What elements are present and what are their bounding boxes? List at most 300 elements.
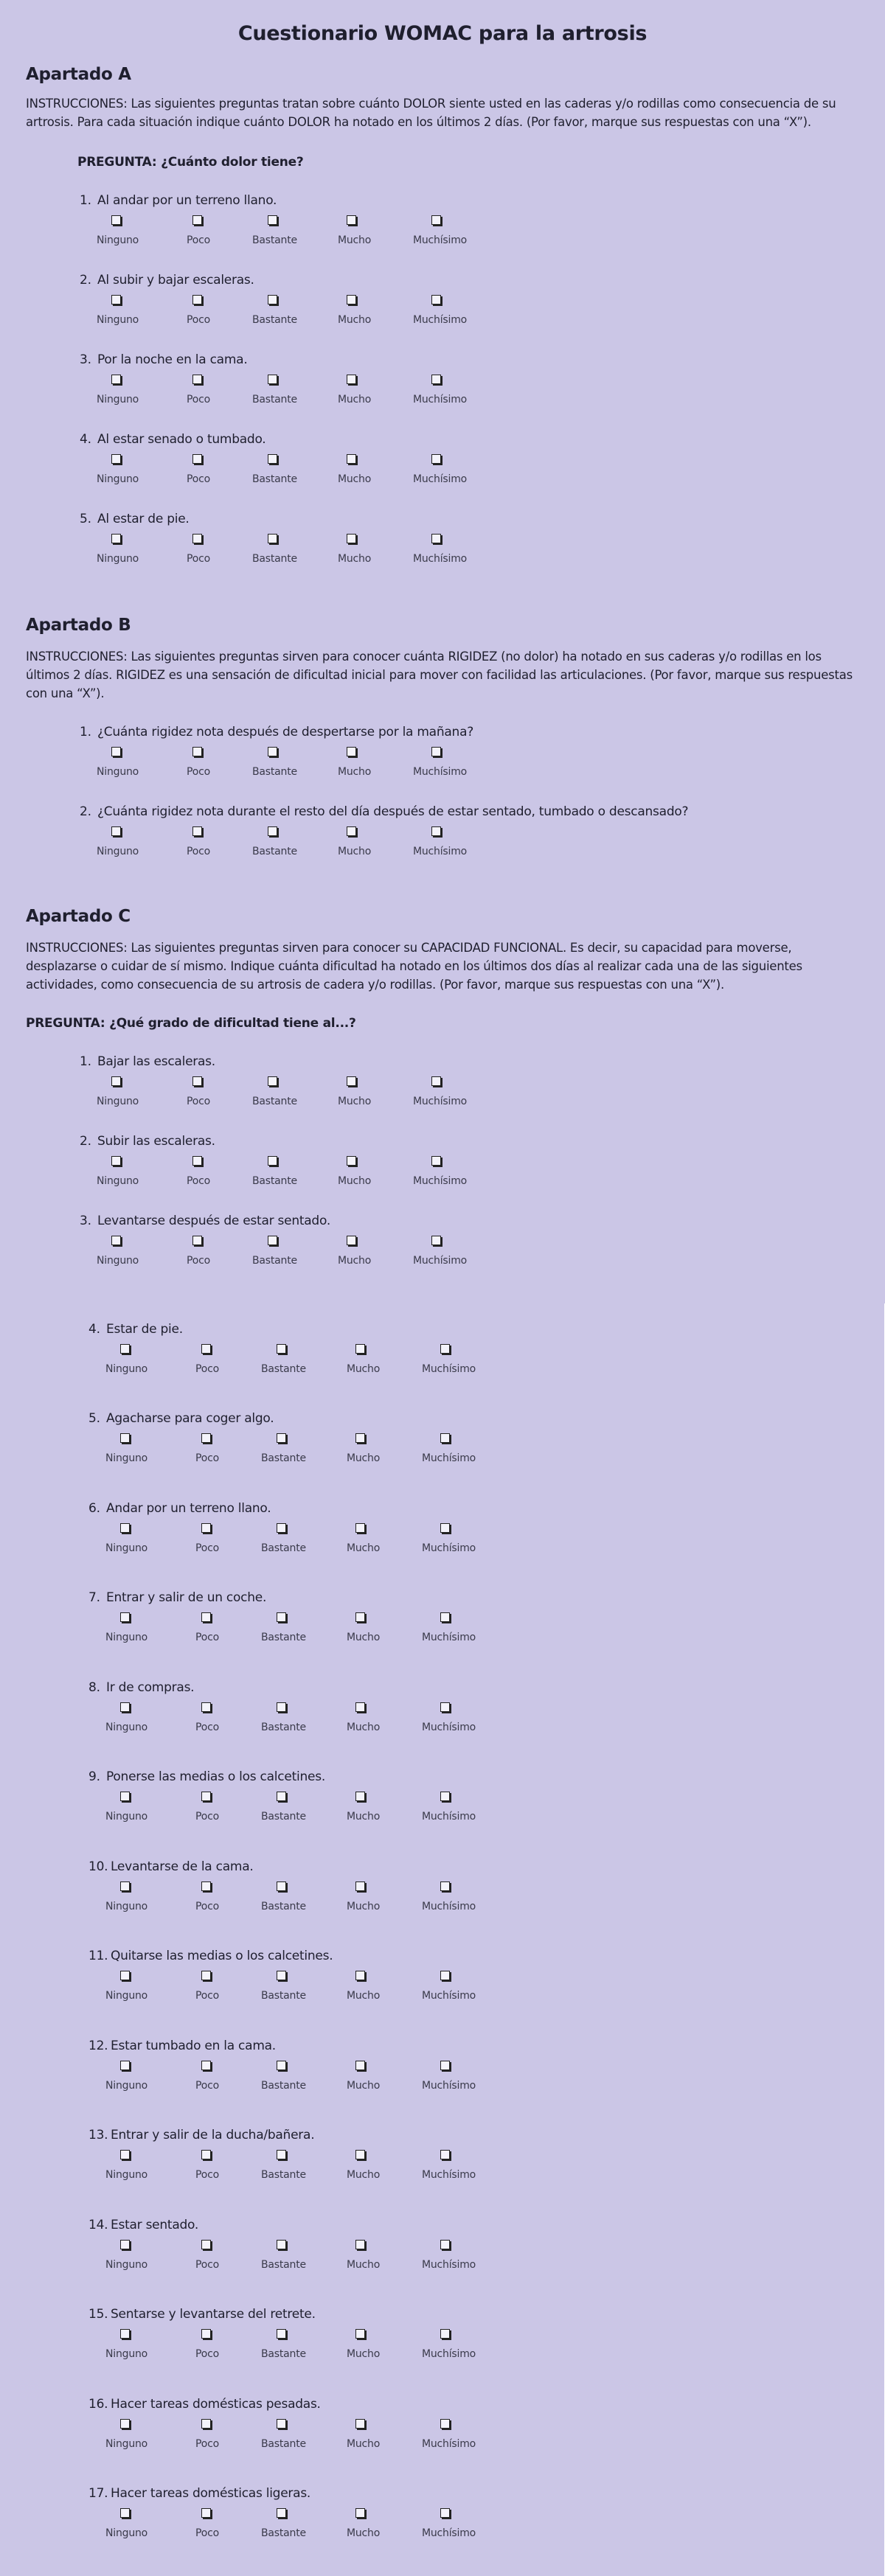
answer-checkbox[interactable] bbox=[201, 2061, 211, 2070]
answer-checkbox[interactable] bbox=[192, 375, 202, 384]
answer-checkbox[interactable] bbox=[277, 2419, 286, 2429]
answer-checkbox[interactable] bbox=[355, 1971, 365, 1980]
question-item bbox=[88, 1680, 826, 1747]
question-text: Subir las escaleras. bbox=[97, 1134, 215, 1149]
answer-checkbox[interactable] bbox=[440, 2508, 450, 2518]
answer-option-label: Bastante bbox=[261, 1990, 306, 2002]
question-item bbox=[88, 1322, 826, 1388]
answer-checkbox[interactable] bbox=[277, 1971, 286, 1980]
answer-checkbox[interactable] bbox=[120, 2329, 130, 2339]
answer-option-label: Ninguno bbox=[97, 553, 139, 565]
question-label bbox=[80, 273, 254, 288]
answer-option-label: Mucho bbox=[347, 1901, 381, 1912]
answer-option-label: Mucho bbox=[347, 1363, 381, 1375]
question-label bbox=[88, 1680, 194, 1695]
question-text: Al andar por un terreno llano. bbox=[97, 193, 277, 208]
answer-option-label: Ninguno bbox=[105, 1811, 148, 1823]
answer-option-label: Bastante bbox=[261, 2169, 306, 2181]
answer-option-label: Bastante bbox=[261, 2527, 306, 2539]
answer-checkbox[interactable] bbox=[268, 215, 277, 225]
answer-option-label: Ninguno bbox=[97, 234, 139, 246]
question-number: 9. bbox=[88, 1769, 100, 1784]
answer-option-label: Mucho bbox=[338, 234, 372, 246]
question-item bbox=[80, 273, 817, 339]
answer-checkbox[interactable] bbox=[111, 826, 121, 836]
answer-checkbox[interactable] bbox=[268, 295, 277, 304]
answer-option-label: Ninguno bbox=[105, 2169, 148, 2181]
section-c-instructions: INSTRUCCIONES: Las siguientes preguntas sirven para conocer su CAPACIDAD FUNCIONAL. Es decir, su capacidad para moverse, desplazarse o cuidar de sí mismo. Indique cuánta dificultad ha notado en los últimos dos días al realizar cada una de las siguientes actividades, como consecuencia de su artrosis de cadera y/o rodillas. (Por favor, marque sus respuestas con una “X”). bbox=[26, 941, 802, 992]
answer-option-label: Poco bbox=[195, 2080, 219, 2092]
answer-option-label: Poco bbox=[195, 1542, 219, 1554]
question-label bbox=[88, 2397, 321, 2412]
answer-option-label: Bastante bbox=[261, 2348, 306, 2360]
answer-option-label: Poco bbox=[187, 234, 210, 246]
answer-option-label: Muchísimo bbox=[422, 2080, 476, 2092]
answer-option-label: Muchísimo bbox=[413, 1255, 467, 1267]
answer-checkbox[interactable] bbox=[268, 1236, 277, 1245]
answer-option-label: Poco bbox=[195, 1452, 219, 1464]
question-label bbox=[88, 1590, 266, 1605]
section-c-question-head: PREGUNTA: ¿Qué grado de dificultad tiene al...? bbox=[26, 1016, 356, 1031]
answer-checkbox[interactable] bbox=[268, 747, 277, 756]
answer-checkbox[interactable] bbox=[431, 375, 441, 384]
answer-checkbox[interactable] bbox=[431, 295, 441, 304]
answer-option-label: Poco bbox=[195, 2259, 219, 2271]
answer-option-label: Poco bbox=[195, 2348, 219, 2360]
answer-checkbox[interactable] bbox=[355, 1792, 365, 1801]
question-text: Ir de compras. bbox=[106, 1680, 195, 1695]
answer-option-label: Poco bbox=[187, 473, 210, 485]
answer-checkbox[interactable] bbox=[201, 2508, 211, 2518]
answer-checkbox[interactable] bbox=[440, 2061, 450, 2070]
question-item bbox=[88, 1411, 826, 1477]
answer-checkbox[interactable] bbox=[201, 1971, 211, 1980]
answer-checkbox[interactable] bbox=[201, 2419, 211, 2429]
question-text: Hacer tareas domésticas pesadas. bbox=[111, 2397, 321, 2412]
answer-checkbox[interactable] bbox=[111, 747, 121, 756]
question-number: 4. bbox=[80, 432, 91, 447]
question-label bbox=[88, 1859, 254, 1874]
answer-checkbox[interactable] bbox=[277, 1881, 286, 1891]
answer-option-label: Bastante bbox=[261, 1363, 306, 1375]
answer-option-label: Bastante bbox=[261, 1901, 306, 1912]
question-label bbox=[80, 725, 473, 739]
answer-option-label: Bastante bbox=[261, 2080, 306, 2092]
answer-option-label: Poco bbox=[187, 766, 210, 778]
answer-option-label: Muchísimo bbox=[422, 2348, 476, 2360]
answer-checkbox[interactable] bbox=[440, 1523, 450, 1533]
answer-checkbox[interactable] bbox=[431, 534, 441, 543]
question-label bbox=[80, 1214, 330, 1228]
answer-option-label: Mucho bbox=[347, 1632, 381, 1643]
answer-checkbox[interactable] bbox=[192, 826, 202, 836]
answer-checkbox[interactable] bbox=[440, 1792, 450, 1801]
question-text: ¿Cuánta rigidez nota después de despertarse por la mañana? bbox=[97, 725, 474, 739]
answer-option-label: Ninguno bbox=[97, 846, 139, 857]
answer-checkbox[interactable] bbox=[355, 2061, 365, 2070]
question-label bbox=[88, 2218, 198, 2232]
answer-checkbox[interactable] bbox=[120, 1971, 130, 1980]
answer-checkbox[interactable] bbox=[431, 747, 441, 756]
answer-option-label: Mucho bbox=[338, 1175, 372, 1187]
answer-option-label: Ninguno bbox=[97, 473, 139, 485]
answer-option-label: Poco bbox=[195, 1363, 219, 1375]
answer-checkbox[interactable] bbox=[277, 2061, 286, 2070]
question-text: Sentarse y levantarse del retrete. bbox=[111, 2307, 316, 2322]
question-item bbox=[80, 1054, 817, 1121]
question-text: Andar por un terreno llano. bbox=[106, 1501, 271, 1516]
page-title: Cuestionario WOMAC para la artrosis bbox=[237, 22, 648, 45]
answer-checkbox[interactable] bbox=[347, 454, 356, 464]
answer-checkbox[interactable] bbox=[431, 1236, 441, 1245]
answer-option-label: Bastante bbox=[252, 1096, 297, 1107]
answer-checkbox[interactable] bbox=[355, 2419, 365, 2429]
question-label bbox=[88, 1322, 183, 1337]
answer-option-label: Bastante bbox=[261, 1542, 306, 1554]
answer-option-label: Ninguno bbox=[97, 394, 139, 405]
answer-checkbox[interactable] bbox=[192, 454, 202, 464]
answer-checkbox[interactable] bbox=[111, 1156, 121, 1166]
answer-checkbox[interactable] bbox=[120, 2240, 130, 2249]
answer-option-label: Ninguno bbox=[97, 766, 139, 778]
answer-checkbox[interactable] bbox=[111, 1076, 121, 1086]
answer-option-label: Poco bbox=[195, 2169, 219, 2181]
answer-option-label: Ninguno bbox=[105, 2438, 148, 2450]
answer-checkbox[interactable] bbox=[355, 2240, 365, 2249]
answer-checkbox[interactable] bbox=[111, 375, 121, 384]
answer-checkbox[interactable] bbox=[277, 2329, 286, 2339]
question-text: Levantarse de la cama. bbox=[111, 1859, 254, 1874]
answer-checkbox[interactable] bbox=[192, 747, 202, 756]
answer-checkbox[interactable] bbox=[440, 1433, 450, 1443]
answer-option-label: Bastante bbox=[252, 846, 297, 857]
answer-option-label: Muchísimo bbox=[422, 1990, 476, 2002]
answer-checkbox[interactable] bbox=[277, 2240, 286, 2249]
answer-option-label: Mucho bbox=[347, 2348, 381, 2360]
question-number: 6. bbox=[88, 1501, 100, 1516]
answer-option-label: Poco bbox=[195, 1990, 219, 2002]
answer-option-label: Poco bbox=[187, 394, 210, 405]
answer-checkbox[interactable] bbox=[347, 826, 356, 836]
answer-option-label: Poco bbox=[195, 2438, 219, 2450]
answer-checkbox[interactable] bbox=[431, 215, 441, 225]
question-number: 2. bbox=[80, 1134, 91, 1149]
answer-checkbox[interactable] bbox=[440, 1971, 450, 1980]
answer-checkbox[interactable] bbox=[440, 2419, 450, 2429]
answer-checkbox[interactable] bbox=[277, 1523, 286, 1533]
answer-option-label: Poco bbox=[195, 1901, 219, 1912]
question-text: Quitarse las medias o los calcetines. bbox=[111, 1949, 333, 1963]
answer-option-label: Muchísimo bbox=[413, 766, 467, 778]
answer-checkbox[interactable] bbox=[111, 454, 121, 464]
question-number: 13. bbox=[88, 2128, 108, 2142]
answer-option-label: Mucho bbox=[338, 846, 372, 857]
question-item bbox=[80, 804, 817, 871]
question-label bbox=[88, 1501, 271, 1516]
question-number: 7. bbox=[88, 1590, 100, 1605]
answer-option-label: Ninguno bbox=[105, 1363, 148, 1375]
question-label bbox=[88, 1949, 333, 1963]
answer-checkbox[interactable] bbox=[120, 2419, 130, 2429]
answer-checkbox[interactable] bbox=[192, 534, 202, 543]
answer-option-label: Ninguno bbox=[105, 2080, 148, 2092]
answer-checkbox[interactable] bbox=[268, 826, 277, 836]
answer-checkbox[interactable] bbox=[192, 295, 202, 304]
question-text: Ponerse las medias o los calcetines. bbox=[106, 1769, 325, 1784]
answer-option-label: Mucho bbox=[347, 1722, 381, 1733]
question-item bbox=[80, 512, 817, 578]
answer-option-label: Mucho bbox=[347, 2527, 381, 2539]
answer-checkbox[interactable] bbox=[355, 1523, 365, 1533]
answer-checkbox[interactable] bbox=[277, 1702, 286, 1712]
answer-option-label: Muchísimo bbox=[422, 2527, 476, 2539]
answer-checkbox[interactable] bbox=[120, 2150, 130, 2159]
question-item bbox=[88, 1859, 826, 1926]
answer-checkbox[interactable] bbox=[120, 1433, 130, 1443]
answer-option-label: Bastante bbox=[261, 1632, 306, 1643]
answer-option-label: Muchísimo bbox=[413, 314, 467, 326]
answer-option-label: Ninguno bbox=[97, 1175, 139, 1187]
answer-option-label: Muchísimo bbox=[413, 846, 467, 857]
answer-checkbox[interactable] bbox=[277, 2150, 286, 2159]
answer-option-label: Ninguno bbox=[97, 1255, 139, 1267]
answer-checkbox[interactable] bbox=[440, 2150, 450, 2159]
section-b-instructions: INSTRUCCIONES: Las siguientes preguntas sirven para conocer cuánta RIGIDEZ (no dolor) ha notado en sus caderas y/o rodillas en los últimos 2 días. RIGIDEZ es una sensación de dificultad inicial para mover con facilidad las articulaciones. (Por favor, marque sus respuestas con una “X”). bbox=[26, 650, 853, 700]
answer-checkbox[interactable] bbox=[277, 1612, 286, 1622]
section-a-title: Apartado A bbox=[26, 65, 131, 84]
answer-option-label: Mucho bbox=[338, 473, 372, 485]
question-number: 1. bbox=[80, 1054, 91, 1069]
question-number: 12. bbox=[88, 2039, 108, 2053]
answer-checkbox[interactable] bbox=[277, 2508, 286, 2518]
answer-checkbox[interactable] bbox=[120, 1702, 130, 1712]
question-number: 11. bbox=[88, 1949, 108, 1963]
question-item bbox=[88, 2397, 826, 2463]
answer-checkbox[interactable] bbox=[355, 1344, 365, 1354]
answer-checkbox[interactable] bbox=[201, 1344, 211, 1354]
answer-option-label: Muchísimo bbox=[422, 1452, 476, 1464]
answer-option-label: Poco bbox=[195, 1632, 219, 1643]
answer-checkbox[interactable] bbox=[431, 454, 441, 464]
answer-option-label: Muchísimo bbox=[413, 1175, 467, 1187]
answer-checkbox[interactable] bbox=[268, 534, 277, 543]
answer-checkbox[interactable] bbox=[120, 2061, 130, 2070]
question-number: 2. bbox=[80, 273, 91, 288]
question-text: Levantarse después de estar sentado. bbox=[97, 1214, 330, 1228]
answer-option-label: Ninguno bbox=[97, 314, 139, 326]
answer-option-label: Poco bbox=[187, 314, 210, 326]
answer-checkbox[interactable] bbox=[120, 1523, 130, 1533]
answer-checkbox[interactable] bbox=[355, 2508, 365, 2518]
answer-checkbox[interactable] bbox=[201, 2240, 211, 2249]
section-a-question-head: PREGUNTA: ¿Cuánto dolor tiene? bbox=[77, 155, 304, 170]
answer-checkbox[interactable] bbox=[277, 1433, 286, 1443]
answer-checkbox[interactable] bbox=[440, 1702, 450, 1712]
answer-checkbox[interactable] bbox=[120, 1792, 130, 1801]
question-number: 1. bbox=[80, 725, 91, 739]
answer-option-label: Ninguno bbox=[105, 1542, 148, 1554]
answer-checkbox[interactable] bbox=[201, 1792, 211, 1801]
answer-option-label: Bastante bbox=[252, 553, 297, 565]
question-label bbox=[80, 804, 688, 819]
answer-option-label: Bastante bbox=[252, 314, 297, 326]
question-item bbox=[80, 1214, 817, 1280]
answer-checkbox[interactable] bbox=[111, 534, 121, 543]
answer-option-label: Bastante bbox=[252, 473, 297, 485]
answer-checkbox[interactable] bbox=[440, 1344, 450, 1354]
answer-option-label: Bastante bbox=[252, 394, 297, 405]
answer-checkbox[interactable] bbox=[440, 1881, 450, 1891]
answer-checkbox[interactable] bbox=[120, 2508, 130, 2518]
answer-checkbox[interactable] bbox=[431, 1076, 441, 1086]
question-item bbox=[88, 2486, 826, 2552]
answer-option-label: Mucho bbox=[338, 1096, 372, 1107]
question-label bbox=[88, 1411, 274, 1426]
answer-option-label: Muchísimo bbox=[422, 2438, 476, 2450]
answer-checkbox[interactable] bbox=[192, 215, 202, 225]
answer-checkbox[interactable] bbox=[277, 1344, 286, 1354]
answer-option-label: Muchísimo bbox=[413, 1096, 467, 1107]
question-text: Estar sentado. bbox=[111, 2218, 199, 2232]
answer-checkbox[interactable] bbox=[347, 534, 356, 543]
answer-checkbox[interactable] bbox=[201, 1612, 211, 1622]
question-number: 5. bbox=[88, 1411, 100, 1426]
answer-option-label: Ninguno bbox=[105, 2527, 148, 2539]
answer-checkbox[interactable] bbox=[120, 1612, 130, 1622]
answer-checkbox[interactable] bbox=[440, 1612, 450, 1622]
question-number: 15. bbox=[88, 2307, 108, 2322]
answer-option-label: Mucho bbox=[347, 2259, 381, 2271]
question-text: Entrar y salir de un coche. bbox=[106, 1590, 267, 1605]
answer-option-label: Mucho bbox=[338, 553, 372, 565]
answer-checkbox[interactable] bbox=[347, 375, 356, 384]
question-label bbox=[88, 2486, 310, 2501]
answer-checkbox[interactable] bbox=[355, 1433, 365, 1443]
answer-option-label: Muchísimo bbox=[422, 1542, 476, 1554]
question-item bbox=[88, 2307, 826, 2373]
answer-checkbox[interactable] bbox=[355, 1702, 365, 1712]
answer-checkbox[interactable] bbox=[192, 1236, 202, 1245]
answer-checkbox[interactable] bbox=[201, 2150, 211, 2159]
question-number: 4. bbox=[88, 1322, 100, 1337]
answer-checkbox[interactable] bbox=[111, 215, 121, 225]
answer-option-label: Muchísimo bbox=[422, 1811, 476, 1823]
answer-checkbox[interactable] bbox=[355, 1612, 365, 1622]
answer-option-label: Mucho bbox=[347, 2080, 381, 2092]
answer-option-label: Ninguno bbox=[105, 1990, 148, 2002]
answer-checkbox[interactable] bbox=[201, 1702, 211, 1712]
answer-option-label: Mucho bbox=[347, 2169, 381, 2181]
answer-checkbox[interactable] bbox=[347, 1156, 356, 1166]
answer-option-label: Mucho bbox=[347, 2438, 381, 2450]
answer-checkbox[interactable] bbox=[347, 215, 356, 225]
answer-checkbox[interactable] bbox=[268, 1156, 277, 1166]
answer-option-label: Muchísimo bbox=[422, 2169, 476, 2181]
answer-checkbox[interactable] bbox=[347, 1076, 356, 1086]
answer-option-label: Ninguno bbox=[105, 2259, 148, 2271]
question-number: 5. bbox=[80, 512, 91, 526]
answer-checkbox[interactable] bbox=[440, 2240, 450, 2249]
answer-checkbox[interactable] bbox=[111, 1236, 121, 1245]
question-item bbox=[88, 2218, 826, 2284]
section-a-instructions: INSTRUCCIONES: Las siguientes preguntas tratan sobre cuánto DOLOR siente usted en las caderas y/o rodillas como consecuencia de su artrosis. Para cada situación indique cuánto DOLOR ha notado en los últimos 2 días. (Por favor, marque sus respuestas con una “X”). bbox=[26, 97, 836, 129]
answer-option-label: Muchísimo bbox=[422, 1363, 476, 1375]
question-label bbox=[88, 1769, 325, 1784]
answer-option-label: Poco bbox=[195, 2527, 219, 2539]
answer-option-label: Bastante bbox=[261, 1811, 306, 1823]
question-item bbox=[80, 725, 817, 791]
answer-option-label: Ninguno bbox=[105, 1901, 148, 1912]
question-item bbox=[80, 193, 817, 260]
question-number: 1. bbox=[80, 193, 91, 208]
answer-checkbox[interactable] bbox=[111, 295, 121, 304]
question-number: 14. bbox=[88, 2218, 108, 2232]
question-text: Bajar las escaleras. bbox=[97, 1054, 215, 1069]
answer-checkbox[interactable] bbox=[268, 454, 277, 464]
question-text: ¿Cuánta rigidez nota durante el resto del día después de estar sentado, tumbado o descansado? bbox=[97, 804, 689, 819]
answer-option-label: Bastante bbox=[252, 1255, 297, 1267]
answer-option-label: Bastante bbox=[252, 766, 297, 778]
answer-option-label: Poco bbox=[187, 1255, 210, 1267]
question-item bbox=[80, 432, 817, 498]
answer-checkbox[interactable] bbox=[201, 1433, 211, 1443]
answer-checkbox[interactable] bbox=[201, 1523, 211, 1533]
answer-checkbox[interactable] bbox=[192, 1156, 202, 1166]
answer-option-label: Poco bbox=[195, 1722, 219, 1733]
section-c-title: Apartado C bbox=[26, 907, 131, 926]
answer-checkbox[interactable] bbox=[355, 2150, 365, 2159]
answer-checkbox[interactable] bbox=[120, 1881, 130, 1891]
answer-checkbox[interactable] bbox=[268, 375, 277, 384]
question-item bbox=[80, 1134, 817, 1200]
question-text: Por la noche en la cama. bbox=[97, 352, 248, 367]
answer-option-label: Muchísimo bbox=[422, 2259, 476, 2271]
question-item bbox=[88, 2128, 826, 2194]
question-label bbox=[88, 2039, 276, 2053]
answer-option-label: Mucho bbox=[338, 766, 372, 778]
question-number: 3. bbox=[80, 352, 91, 367]
question-item bbox=[88, 1501, 826, 1567]
answer-checkbox[interactable] bbox=[277, 1792, 286, 1801]
answer-option-label: Bastante bbox=[261, 2259, 306, 2271]
answer-checkbox[interactable] bbox=[431, 826, 441, 836]
question-label bbox=[80, 512, 190, 526]
question-text: Estar tumbado en la cama. bbox=[111, 2039, 276, 2053]
answer-checkbox[interactable] bbox=[268, 1076, 277, 1086]
question-text: Estar de pie. bbox=[106, 1322, 183, 1337]
question-label bbox=[88, 2128, 314, 2142]
question-text: Hacer tareas domésticas ligeras. bbox=[111, 2486, 311, 2501]
answer-option-label: Poco bbox=[187, 846, 210, 857]
question-label bbox=[88, 2307, 316, 2322]
answer-checkbox[interactable] bbox=[347, 1236, 356, 1245]
question-number: 10. bbox=[88, 1859, 108, 1874]
answer-checkbox[interactable] bbox=[355, 1881, 365, 1891]
question-label bbox=[80, 1134, 215, 1149]
answer-checkbox[interactable] bbox=[120, 1344, 130, 1354]
answer-checkbox[interactable] bbox=[201, 1881, 211, 1891]
answer-option-label: Muchísimo bbox=[413, 394, 467, 405]
question-label bbox=[80, 193, 277, 208]
answer-checkbox[interactable] bbox=[431, 1156, 441, 1166]
answer-checkbox[interactable] bbox=[347, 295, 356, 304]
answer-checkbox[interactable] bbox=[201, 2329, 211, 2339]
answer-checkbox[interactable] bbox=[192, 1076, 202, 1086]
answer-checkbox[interactable] bbox=[440, 2329, 450, 2339]
answer-checkbox[interactable] bbox=[355, 2329, 365, 2339]
answer-checkbox[interactable] bbox=[347, 747, 356, 756]
question-item bbox=[88, 1949, 826, 2015]
